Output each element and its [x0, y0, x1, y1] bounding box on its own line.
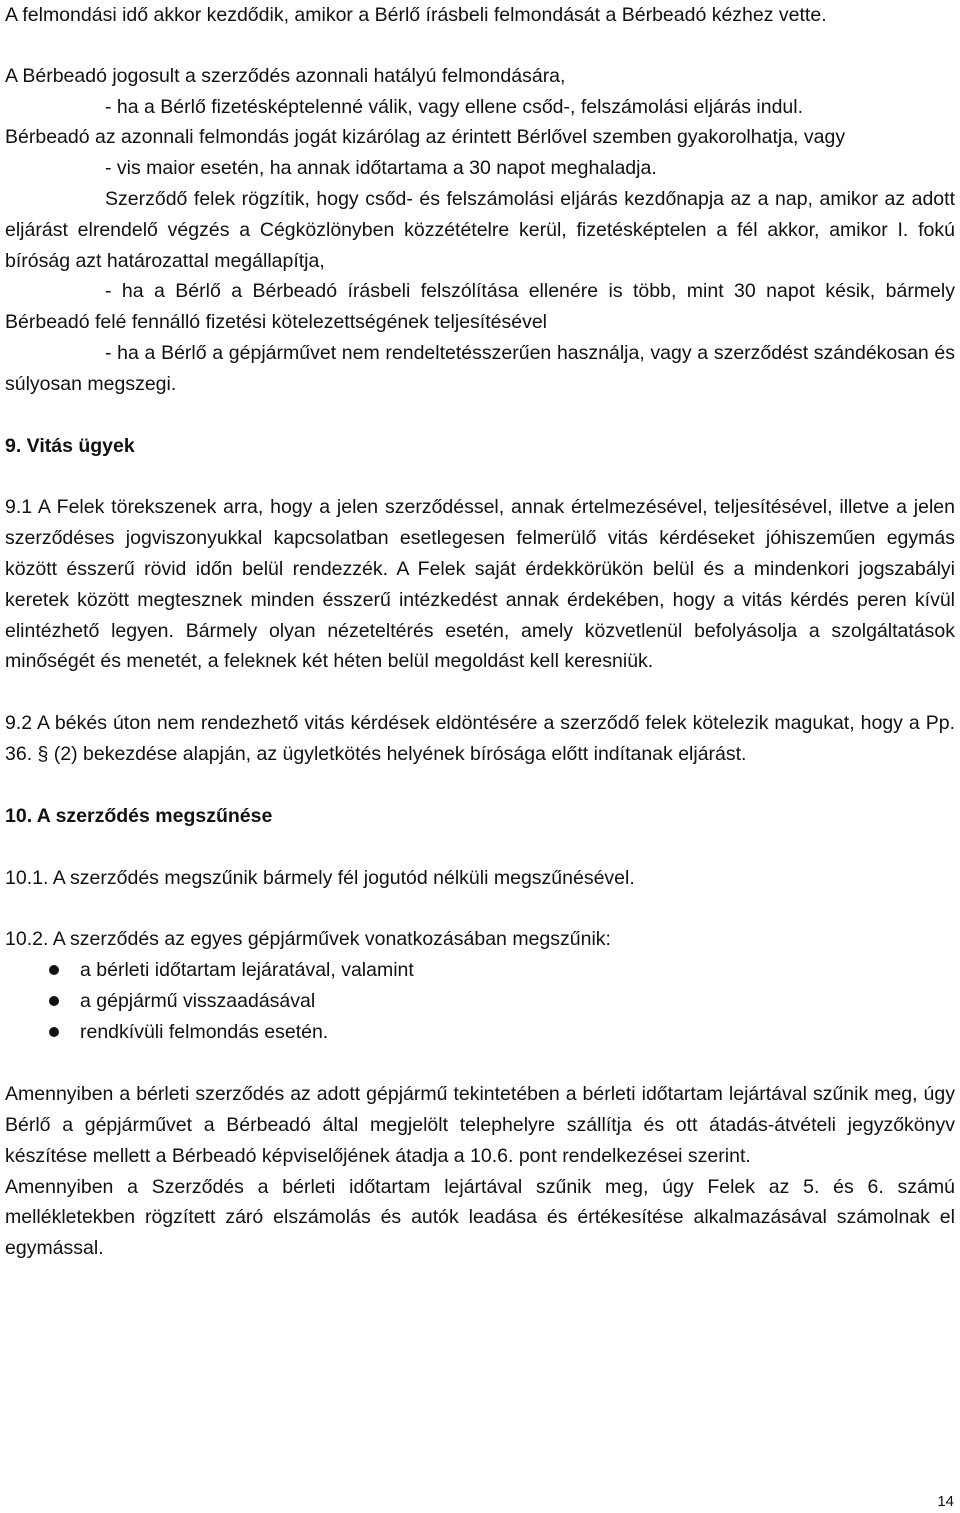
- paragraph-vehicle-return: Amennyiben a bérleti szerződés az adott gépjármű tekintetében a bérleti időtartam lejártával szűnik meg, úgy Bérlő a gépjárművet a Bérbeadó által megjelölt telephelyre szállítja és ott átadás-átvételi jegyzőkönyv készítése mellett a Bérbeadó képviselőjének átadja a 10.6. pont rendelkezései szerint.: [5, 1083, 955, 1167]
- termination-list: [5, 955, 955, 1048]
- section-10-heading: 10. A szerződés megszűnése: [5, 804, 273, 827]
- list-item: a bérleti időtartam lejáratával, valamint: [5, 955, 955, 986]
- bullet-icon: [49, 996, 59, 1006]
- paragraph-10-2: 10.2. A szerződés az egyes gépjárművek vonatkozásában megszűnik:: [5, 928, 611, 951]
- section-9-heading: 9. Vitás ügyek: [5, 434, 135, 457]
- bullet-icon: [49, 965, 59, 975]
- paragraph-9-2: 9.2 A békés úton nem rendezhető vitás kérdések eldöntésére a szerződő felek kötelezik magukat, hogy a Pp. 36. § (2) bekezdése alapján, az ügyletkötés helyének bírósága előtt indítanak eljárást.: [5, 712, 955, 765]
- paragraph-9-1: 9.1 A Felek törekszenek arra, hogy a jelen szerződéssel, annak értelmezésével, teljesítésével, illetve a jelen szerződéses jogviszonyukkal kapcsolatban esetlegesen felmerülő vitás kérdéseket jóhiszeműen egymás között ésszerű rövid időn belül rendezzék. A Felek saját érdekkörükön belül és a mindenkori jogszabályi keretek között megtesznek minden ésszerű intézkedést annak érdekében, hogy a vitás kérdés peren kívül elintézhető legyen. Bármely olyan nézeteltérés esetén, amely közvetlenül befolyásolja a szolgáltatások minőségét és menetét, a feleknek két héten belül megoldást kell keresniük.: [5, 496, 955, 673]
- list-item: a gépjármű visszaadásával: [5, 986, 955, 1017]
- paragraph-10-1: 10.1. A szerződés megszűnik bármely fél jogutód nélküli megszűnésével.: [5, 866, 635, 889]
- paragraph-termination-right: Bérbeadó az azonnali felmondás jogát kizárólag az érintett Bérlővel szemben gyakorolhatja, vagy: [5, 126, 846, 149]
- paragraph-late-payment: - ha a Bérlő a Bérbeadó írásbeli felszólítása ellenére is több, mint 30 napot késik, bármely Bérbeadó felé fennálló fizetési kötelezettségének teljesítésével: [5, 280, 955, 334]
- paragraph-insolvency-clause: - ha a Bérlő fizetésképtelenné válik, vagy ellene csőd-, felszámolási eljárás indul.: [105, 95, 804, 118]
- page-number: 14: [937, 1493, 954, 1510]
- bullet-icon: [49, 1027, 59, 1037]
- paragraph-immediate-termination: A Bérbeadó jogosult a szerződés azonnali hatályú felmondására,: [5, 64, 566, 87]
- paragraph-force-majeure: - vis maior esetén, ha annak időtartama a 30 napot meghaladja.: [105, 157, 657, 180]
- list-item: rendkívüli felmondás esetén.: [5, 1017, 955, 1048]
- paragraph-misuse: - ha a Bérlő a gépjárművet nem rendeltetésszerűen használja, vagy a szerződést szándékosan és súlyosan megszegi.: [5, 341, 955, 395]
- paragraph-notice-period: A felmondási idő akkor kezdődik, amikor a Bérlő írásbeli felmondását a Bérbeadó kézhez vette.: [5, 4, 827, 26]
- paragraph-insolvency-definition: Szerződő felek rögzítik, hogy csőd- és felszámolási eljárás kezdőnapja az a nap, amikor az adott eljárást elrendelő végzés a Cégközlönyben közzétételre kerül, fizetésképtelen a fél akkor, amikor I. fokú bíróság azt határozattal megállapítja,: [5, 187, 955, 272]
- document-page: [5, 0, 955, 1264]
- paragraph-settlement: Amennyiben a Szerződés a bérleti időtartam lejártával szűnik meg, úgy Felek az 5. és 6. számú mellékletekben rögzített záró elszámolás és autók leadása és értékesítése alkalmazásával számolnak el egymással.: [5, 1175, 955, 1260]
